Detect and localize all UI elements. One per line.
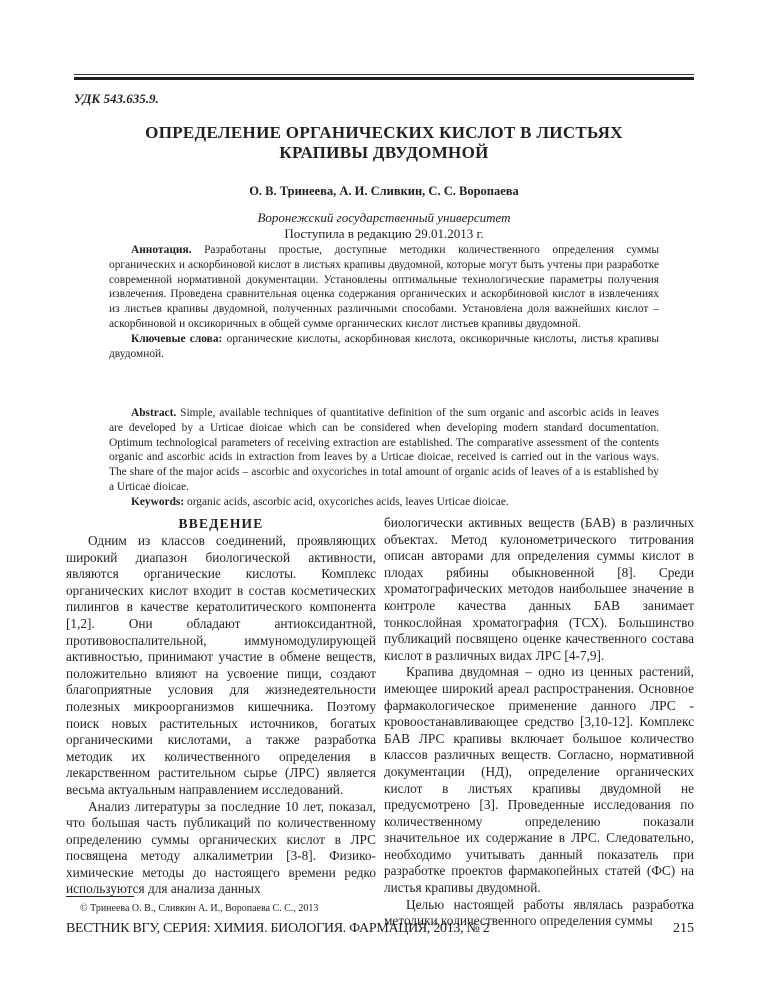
page-number: 215 <box>673 921 694 936</box>
abstract-russian <box>109 243 659 361</box>
keywords-en-text: organic acids, ascorbic acid, oxycoriches acids, leaves Urticae dioicae. <box>184 495 509 508</box>
affiliation: Воронежский государственный университет <box>257 210 511 225</box>
keywords-en-paragraph <box>109 495 659 510</box>
journal-footer: ВЕСТНИК ВГУ, СЕРИЯ: ХИМИЯ. БИОЛОГИЯ. ФАРМАЦИЯ, 2013, № 2 <box>66 921 490 936</box>
body-paragraph: Одним из классов соединений, проявляющих широкий диапазон биологической активности, являются органические кислоты. Комплекс органических кислот входит в состав косметических пилингов в качестве кератолитического компонента [1,2]. Они обладают антиоксидантной, противовоспалительной, иммуномодулирующей активностью, принимают участие в обмене веществ, положительно влияют на усвоение пищи, создают благоприятные условия для жизнедеятельности полезных микроорганизмов кишечника. Поэтому поиск новых растительных источников, богатых органическими кислотами, а также разработка методик их количественного определения в лекарственном растительном сырье (ЛРС) является весьма актуальным направлением исследований. <box>66 533 376 797</box>
abstract-en-paragraph <box>109 406 659 495</box>
body-paragraph: Анализ литературы за последние 10 лет, показал, что большая часть публикаций по количественному определению суммы органических кислот в ЛРС посвящена методу алкалиметрии [3-8]. Физико-химические методы до настоящего времени редко используются для анализа данных <box>66 798 376 897</box>
title-line-2: КРАПИВЫ ДВУДОМНОЙ <box>279 143 489 162</box>
body-paragraph: Крапива двудомная – одно из ценных растений, имеющее широкий ареал распространения. Основное фармакологическое применение данного ЛРС - кровоостанавливающее средство [3,10-12]. Комплекс БАВ ЛРС крапивы включает большое количество классов различных веществ. Согласно, нормативной документации (НД), определение органических кислот в листьях крапивы двудомной не предусмотрено [3]. Проведенные исследования по количественному определению показали значительное их содержание в ЛРС. Следовательно, необходимо учитывать данный показатель при разработке проектов фармакопейных статей (ФС) на листья крапивы двудомной. <box>384 664 694 896</box>
abstract-ru-label: Аннотация. <box>131 244 192 256</box>
authors: О. В. Тринеева, А. И. Сливкин, С. С. Воропаева <box>249 184 519 198</box>
header-rule-thin <box>74 74 694 75</box>
keywords-ru-text: органические кислоты, аскорбиновая кислота, оксикоричные кислоты, листья крапивы двудомной. <box>109 332 659 360</box>
abstract-english <box>109 406 659 510</box>
abstract-ru-text: Разработаны простые, доступные методики количественного определения суммы органических и аскорбиновой кислот в листьях крапивы двудомной, которые могут быть учтены при разработке современной нормативной документации. Установлены оптимальные технологические параметры получения извлечения. Проведена сравнительная оценка содержания органических и аскорбиновой кислот в извлечениях из листьев крапивы двудомной, полученных различными способами. Установлена доля важнейших кислот – аскорбиновой и оксикоричных в общей сумме органических кислот листьев крапивы двудомной. <box>109 244 659 330</box>
body-column-right <box>384 515 694 930</box>
received-date: Поступила в редакцию 29.01.2013 г. <box>284 226 484 241</box>
abstract-ru-paragraph <box>109 243 659 332</box>
title-line-1: ОПРЕДЕЛЕНИЕ ОРГАНИЧЕСКИХ КИСЛОТ В ЛИСТЬЯХ <box>145 123 623 142</box>
body-paragraph: биологически активных веществ (БАВ) в различных объектах. Метод кулонометрического титрования описан авторами для определения суммы кислот в плодах рябины обыкновенной [8]. Среди хроматографических методов наибольшее значение в контроле качества данных БАВ занимает тонкослойная хроматография (ТСХ). Большинство публикаций посвящено оценке качественного состава кислот в различных видах ЛРС [4-7,9]. <box>384 515 694 663</box>
footnote-rule <box>66 896 134 897</box>
keywords-ru-paragraph <box>109 332 659 362</box>
keywords-en-label: Keywords: <box>131 495 185 508</box>
article-title <box>74 123 694 163</box>
body-paragraph: Целью настоящей работы являлась разработка методики количественного определения суммы <box>384 896 694 929</box>
header-rule-thick <box>74 77 694 80</box>
abstract-en-text: Simple, available techniques of quantitative definition of the sum organic and ascorbic acids in leaves are developed by a Urticae dioicae which can be considered when developing modern standard documentation. Optimum technological parameters of receiving extraction are established. The comparative assessment of the contents organic and ascorbic acids in extraction from leaves by a Urticae dioicae, received is carried out in the various ways. The share of the major acids – ascorbic and oxycoriches in total amount of organic acids of leaves of a is established by a Urticae dioicae. <box>109 407 659 493</box>
udk-code: УДК 543.635.9. <box>74 91 159 106</box>
section-heading-introduction: ВВЕДЕНИЕ <box>178 516 264 531</box>
keywords-ru-label: Ключевые слова: <box>131 332 223 345</box>
body-column-left <box>66 515 376 898</box>
copyright-footnote: © Тринеева О. В., Сливкин А. И., Воропаева С. С., 2013 <box>80 903 319 914</box>
abstract-en-label: Abstract. <box>131 407 177 419</box>
